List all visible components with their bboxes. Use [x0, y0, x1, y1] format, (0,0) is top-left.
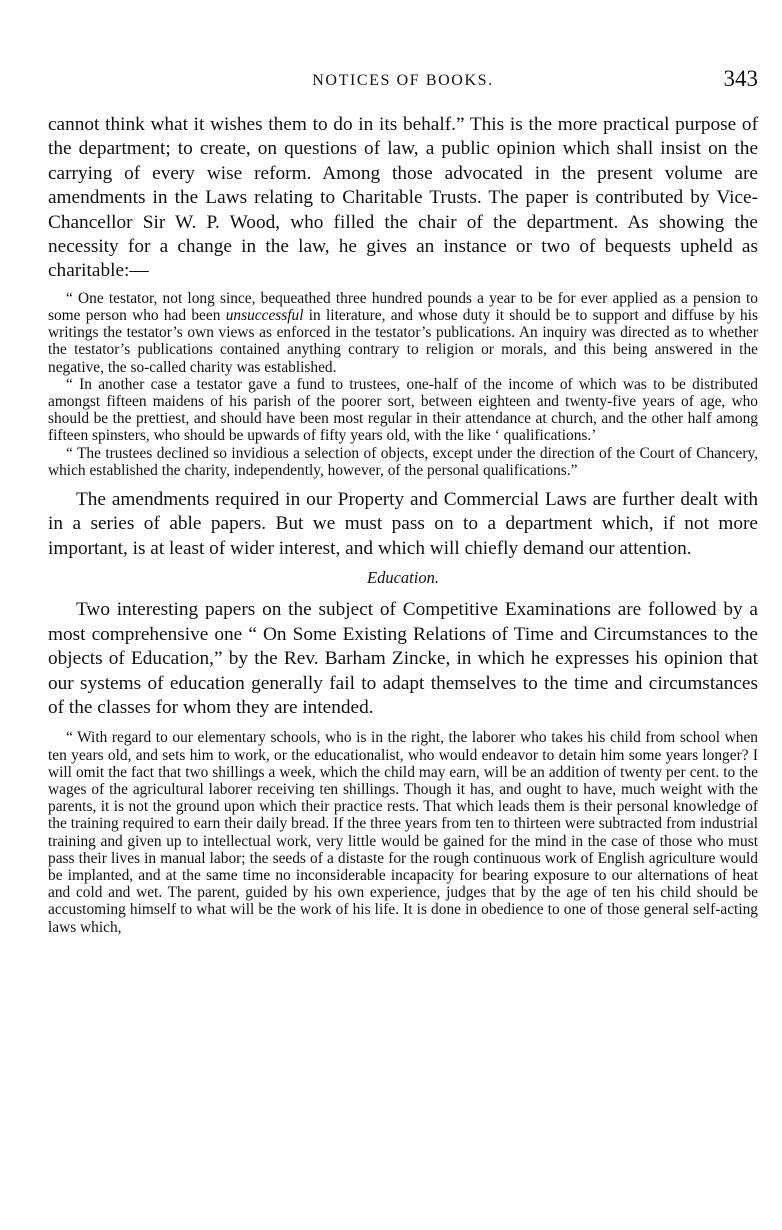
page-body	[48, 113, 758, 936]
section-heading-education: Education.	[367, 568, 439, 588]
running-title: NOTICES OF BOOKS.	[312, 72, 494, 89]
quote-testator-pension	[48, 290, 758, 376]
paragraph-amendments: The amendments required in our Property and Commercial Laws are further dealt with in a series of able papers. But we must pass on to a department which, if not more important, is at least of wider interest, and which will chiefly demand our attention.	[48, 489, 758, 559]
quote-elementary-schools: “ With regard to our elementary schools, who is in the right, the laborer who takes his child from school when ten years old, and sets him to work, or the educationalist, who would endeavor to detain him some years longer? I will omit the fact that two shillings a week, which the child may earn, will be an addition of twenty per cent. to the wages of the agricultural laborer receiving ten shillings. Though it has, and ought to have, much weight with the parents, it is not the ground upon which their practice rests. That which leads them is their personal knowledge of the training required to earn their daily bread. If the three years from ten to thirteen were subtracted from industrial training and given up to intellectual work, very little would be gained for the mind in the case of those who must pass their lives in manual labor; the seeds of a distaste for the rough continuous work of English agriculture would be implanted, and at the same time no inconsiderable incapacity for bearing exposure to our alternations of heat and cold and wet. The parent, guided by his own experience, judges that by the age of ten his child should be accustoming himself to what will be the work of his life. It is done in obedience to one of those general self-acting laws which,	[48, 729, 758, 936]
quote-emphasis: unsuccessful	[225, 307, 304, 325]
quote-text: in literature, and whose duty it should be to support and diffuse by his writings the testator’s own views as enforced in the testator’s publications. An inquiry was directed as to whether the testator’s publications contained anything contrary to religion or morals, and this being answered in the negative, the so-called charity was established.	[48, 307, 758, 376]
paragraph-education: Two interesting papers on the subject of Competitive Examinations are followed by a most comprehensive one “ On Some Existing Relations of Time and Circumstances to the objects of Education,” by the Rev. Barham Zincke, in which he expresses his opinion that our systems of education generally fail to adapt themselves to the time and circumstances of the classes for whom they are intended.	[48, 599, 758, 718]
quote-trustees-declined: “ The trustees declined so invidious a selection of objects, except under the direction of the Court of Chancery, which established the charity, independently, however, of the personal qualifications.”	[48, 444, 758, 479]
running-head	[48, 60, 758, 100]
quote-testator-maidens: “ In another case a testator gave a fund to trustees, one-half of the income of which was to be distributed amongst fifteen maidens of his parish of the poorer sort, between eighteen and twenty-five years of age, who should be the prettiest, and should have been most regular in their attendance at church, and the other half among fifteen spinsters, who should be upwards of fifty years old, with the like ‘ qualifications.’	[48, 375, 758, 445]
page-number: 343	[723, 66, 758, 91]
quote-text: “ One testator, not long since, bequeathed three hundred pounds a year to be for ever applied as a pension to some person who had been	[48, 289, 758, 325]
paragraph-opening: cannot think what it wishes them to do in its behalf.” This is the more practical purpose of the department; to create, on questions of law, a public opinion which shall insist on the carrying of every wise reform. Among those advocated in the present volume are amendments in the Laws relating to Charitable Trusts. The paper is contributed by Vice-Chancellor Sir W. P. Wood, who filled the chair of the department. As showing the necessity for a change in the law, he gives an instance or two of bequests upheld as charitable:—	[48, 114, 758, 282]
